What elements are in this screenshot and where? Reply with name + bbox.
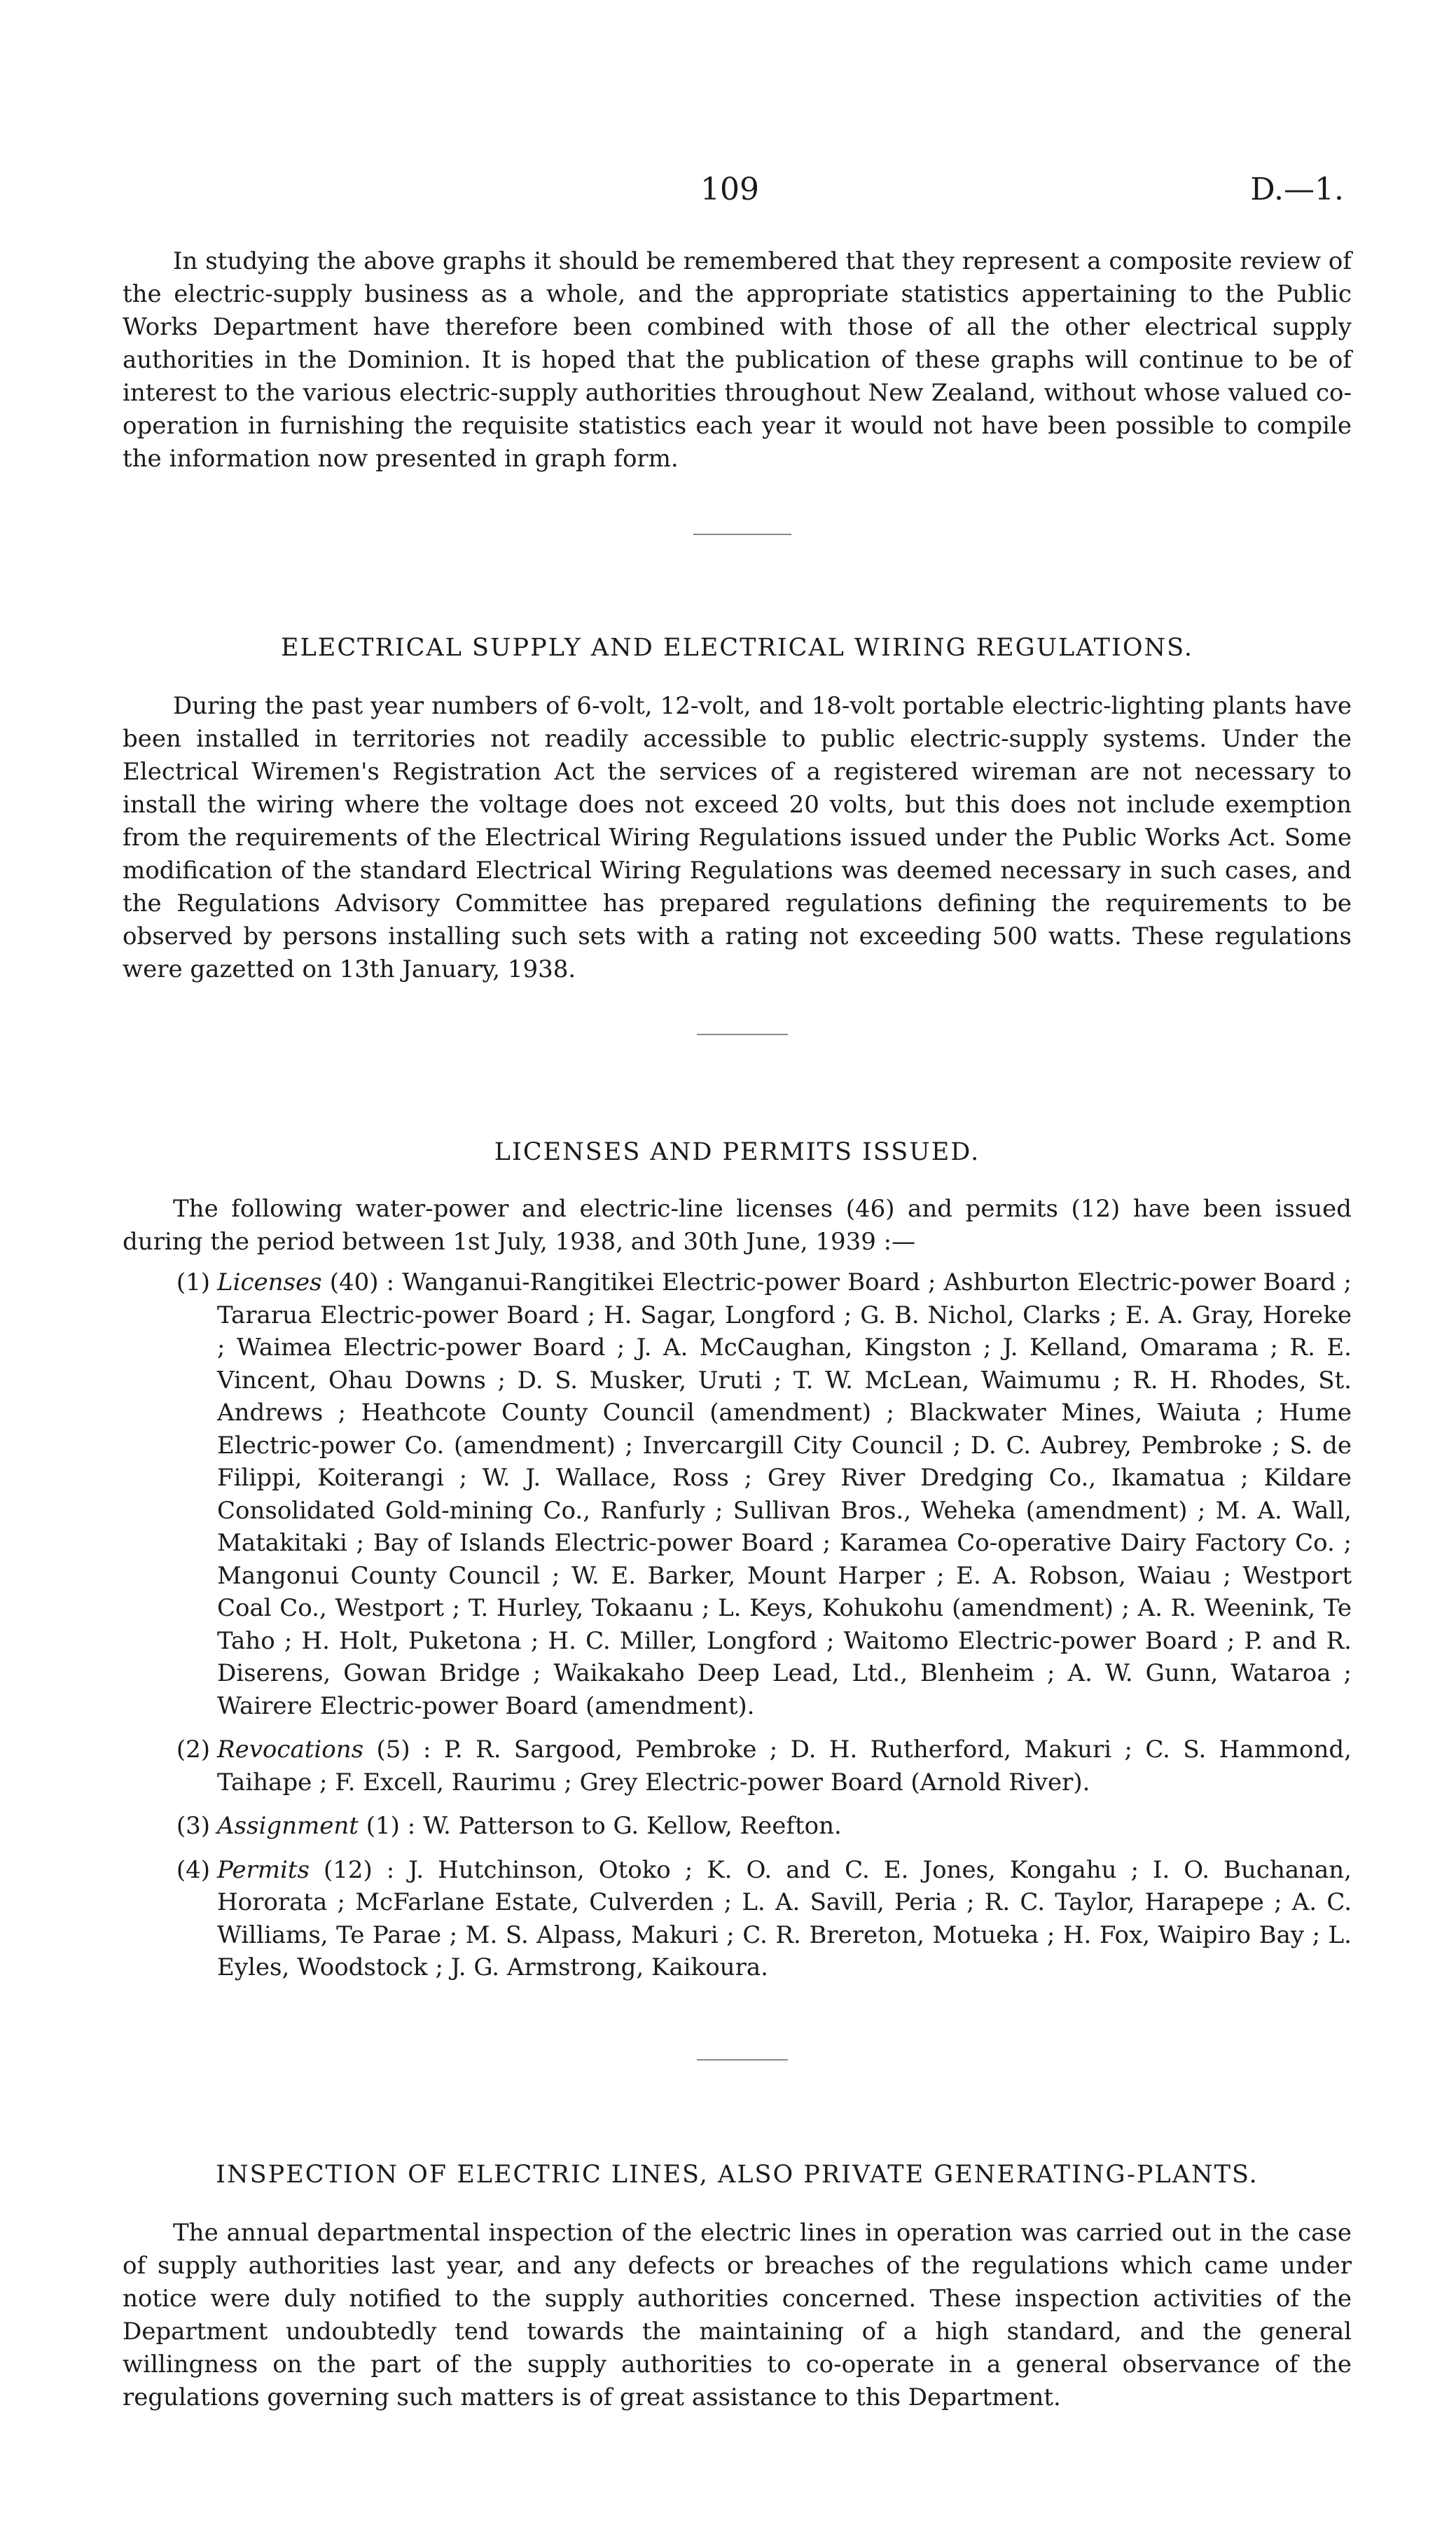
section-divider [693, 534, 791, 535]
document-reference: D.—1. [1250, 172, 1344, 207]
item-text: W. Patterson to G. Kellow, Reefton. [422, 1812, 842, 1840]
licenses-list [123, 1266, 1352, 1995]
item-number: (4) [176, 1855, 210, 1884]
item-count: (1) : [366, 1812, 416, 1840]
intro-section [123, 245, 1352, 476]
item-label: Assignment [217, 1812, 359, 1840]
item-number: (2) [176, 1736, 210, 1764]
inspection-section [123, 2217, 1352, 2414]
licenses-intro-block [123, 1193, 1352, 1259]
item-text: Wanganui-Rangitikei Electric-power Board ; Ashburton Electric-power Board ; Tararua Electric-power Board ; H. Sagar, Longford ; G. B. Nichol, Clarks ; E. A. Gray, Horeke ; Waimea Electric-power Board ; J. A. McCaughan, Kingston ; J. Kelland, Omarama ; R. E. Vincent, Ohau Downs ; D. S. Musker, Uruti ; T. W. McLean, Waimumu ; R. H. Rhodes, St. Andrews ; Heathcote County Council (amendment) ; Blackwater Mines, Waiuta ; Hume Electric-power Co. (amendment) ; Invercargill City Council ; D. C. Aubrey, Pembroke ; S. de Filippi, Koiterangi ; W. J. Wallace, Ross ; Grey River Dredging Co., Ikamatua ; Kildare Consolidated Gold-mining Co., Ranfurly ; Sullivan Bros., Weheka (amendment) ; M. A. Wall, Matakitaki ; Bay of Islands Electric-power Board ; Karamea Co-operative Dairy Factory Co. ; Mangonui County Council ; W. E. Barker, Mount Harper ; E. A. Robson, Waiau ; Westport Coal Co., Westport ; T. Hurley, Tokaanu ; L. Keys, Kohukohu (amendment) ; A. R. Weenink, Te Taho ; H. Holt, Puketona ; H. C. Miller, Longford ; Waitomo Electric-power Board ; P. and R. Diserens, Gowan Bridge ; Waikakaho Deep Lead, Ltd., Blenheim ; A. W. Gunn, Wataroa ; Wairere Electric-power Board (amendment). [217, 1268, 1352, 1720]
item-number: (1) [176, 1268, 210, 1296]
wiring-regulations-section [123, 690, 1352, 986]
item-count: (5) : [376, 1736, 431, 1764]
inspection-heading: INSPECTION OF ELECTRIC LINES, ALSO PRIVATE GENERATING-PLANTS. [216, 2161, 1259, 2189]
list-item [123, 1266, 1352, 1722]
intro-paragraph: In studying the above graphs it should be remembered that they represent a composite review of the electric-supply business as a whole, and the appropriate statistics appertaining to the Public Works Department have therefore been combined with those of all the other electrical supply authorities in the Dominion. It is hoped that the publication of these graphs will continue to be of interest to the various electric-supply authorities throughout New Zealand, without whose valued co-operation in furnishing the requisite statistics each year it would not have been possible to compile the information now presented in graph form. [123, 247, 1352, 473]
page-number: 109 [700, 172, 759, 207]
item-number: (3) [176, 1812, 210, 1840]
section-divider [697, 1034, 788, 1035]
list-item [123, 1810, 1352, 1843]
item-label: Licenses [217, 1268, 322, 1296]
wiring-regulations-heading: ELECTRICAL SUPPLY AND ELECTRICAL WIRING REGULATIONS. [280, 634, 1194, 662]
item-label: Revocations [217, 1736, 364, 1764]
item-count: (12) : [323, 1855, 395, 1884]
section-divider [697, 2059, 788, 2061]
licenses-intro: The following water-power and electric-line licenses (46) and permits (12) have been issued during the period between 1st July, 1938, and 30th June, 1939 :— [123, 1195, 1352, 1256]
page-header [0, 172, 1456, 214]
item-label: Permits [217, 1855, 310, 1884]
wiring-regulations-paragraph: During the past year numbers of 6-volt, 12-volt, and 18-volt portable electric-lighting plants have been installed in territories not readily accessible to public electric-supply systems. Under the Electrical Wiremen's Registration Act the services of a registered wireman are not necessary to install the wiring where the voltage does not exceed 20 volts, but this does not include exemption from the requirements of the Electrical Wiring Regulations issued under the Public Works Act. Some modification of the standard Electrical Wiring Regulations was deemed necessary in such cases, and the Regulations Advisory Committee has prepared regulations defining the requirements to be observed by persons installing such sets with a rating not exceeding 500 watts. These regulations were gazetted on 13th January, 1938. [123, 692, 1352, 983]
item-text: P. R. Sargood, Pembroke ; D. H. Rutherford, Makuri ; C. S. Hammond, Taihape ; F. Excell, Raurimu ; Grey Electric-power Board (Arnold River). [217, 1736, 1352, 1796]
list-item [123, 1854, 1352, 1984]
item-count: (40) : [329, 1268, 395, 1296]
list-item [123, 1733, 1352, 1799]
item-text: J. Hutchinson, Otoko ; K. O. and C. E. Jones, Kongahu ; I. O. Buchanan, Hororata ; McFarlane Estate, Culverden ; L. A. Savill, Peria ; R. C. Taylor, Harapepe ; A. C. Williams, Te Parae ; M. S. Alpass, Makuri ; C. R. Brereton, Motueka ; H. Fox, Waipiro Bay ; L. Eyles, Woodstock ; J. G. Armstrong, Kaikoura. [217, 1855, 1352, 1981]
inspection-paragraph: The annual departmental inspection of the electric lines in operation was carried out in the case of supply authorities last year, and any defects or breaches of the regulations which came under notice were duly notified to the supply authorities concerned. These inspection activities of the Department undoubtedly tend towards the maintaining of a high standard, and the general willingness on the part of the supply authorities to co-operate in a general observance of the regulations governing such matters is of great assistance to this Department. [123, 2219, 1352, 2411]
licenses-heading: LICENSES AND PERMITS ISSUED. [494, 1138, 980, 1166]
